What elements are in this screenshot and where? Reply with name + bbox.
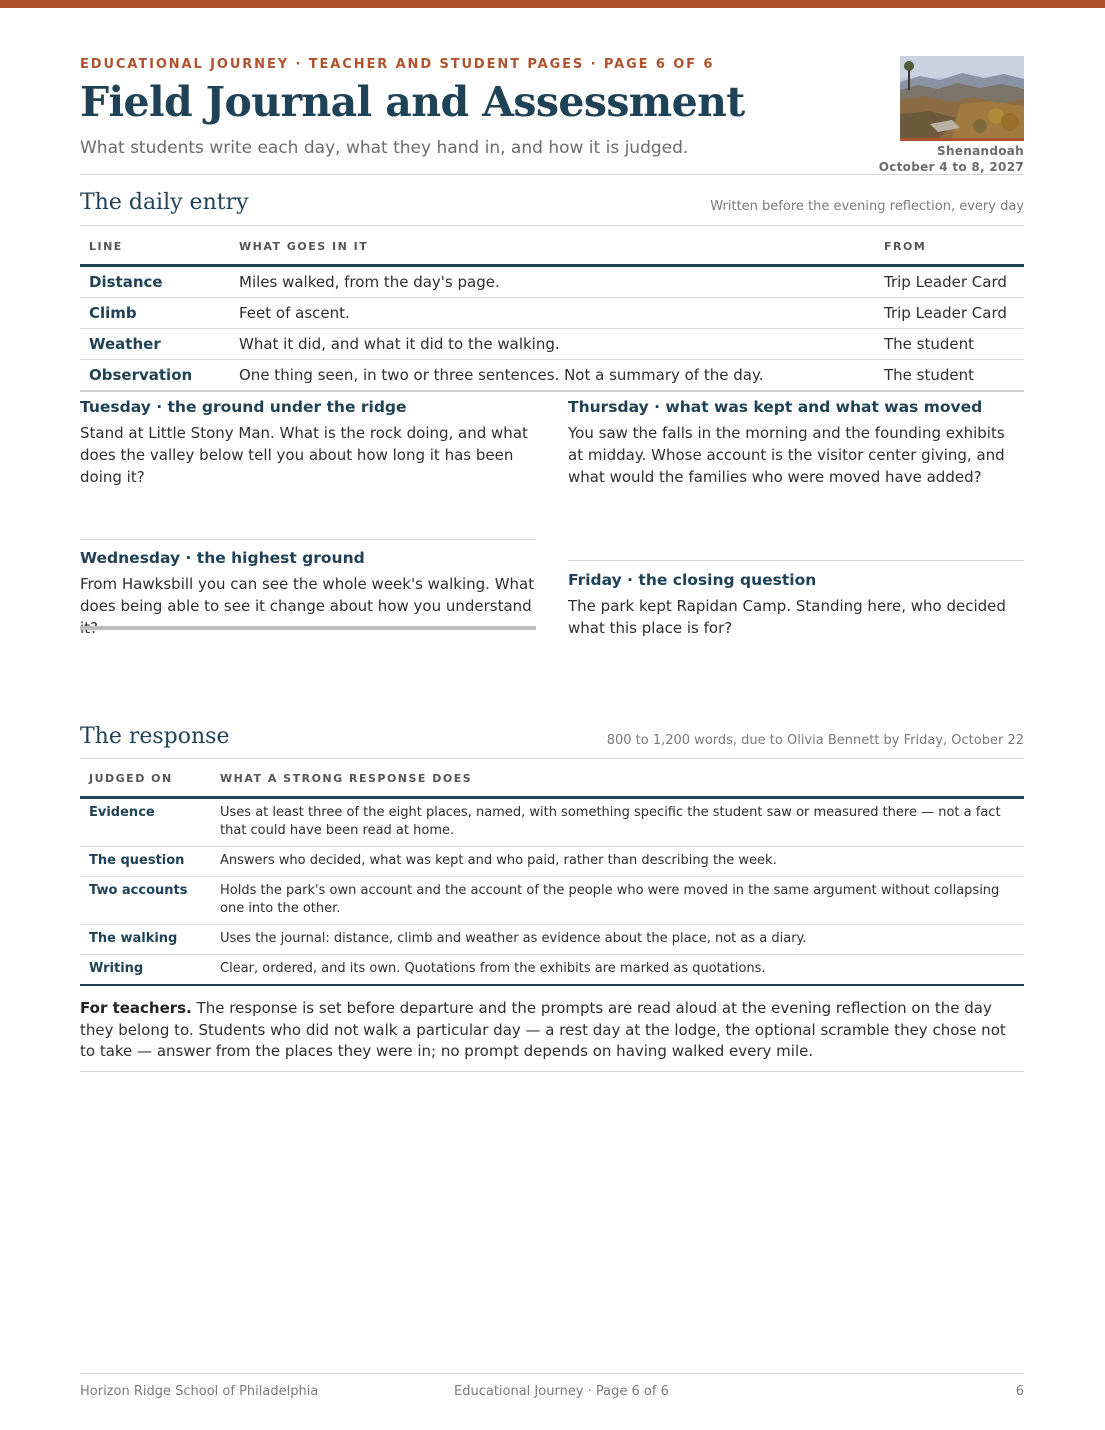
entry-line-source: The student xyxy=(875,360,1024,392)
entry-line-description: Feet of ascent. xyxy=(230,298,875,329)
table-row xyxy=(80,360,1024,392)
entry-line-label: Weather xyxy=(80,329,230,360)
divider xyxy=(568,560,1024,561)
criterion-label: Two accounts xyxy=(80,877,211,925)
criterion-description: Uses the journal: distance, climb and weather as evidence about the place, not as a diary. xyxy=(211,925,1024,955)
criterion-description: Uses at least three of the eight places, named, with something specific the student saw or measured there — not a fact that could have been read at home. xyxy=(211,798,1024,847)
criterion-label: Evidence xyxy=(80,798,211,847)
criterion-label: The walking xyxy=(80,925,211,955)
prompt-title: Friday · the closing question xyxy=(568,571,817,589)
divider xyxy=(80,1071,1024,1072)
entry-line-source: The student xyxy=(875,329,1024,360)
prompt-friday xyxy=(568,571,1024,639)
teacher-note xyxy=(80,998,1024,1063)
table-row xyxy=(80,266,1024,298)
criterion-label: Writing xyxy=(80,955,211,986)
table-row xyxy=(80,955,1024,986)
response-rubric-table xyxy=(80,760,1024,986)
page-subtitle: What students write each day, what they hand in, and how it is judged. xyxy=(80,138,689,158)
divider xyxy=(80,174,1024,175)
entry-line-label: Distance xyxy=(80,266,230,298)
prompt-thursday xyxy=(568,398,1024,488)
response-title: The response xyxy=(80,724,230,749)
criterion-label: The question xyxy=(80,847,211,877)
divider xyxy=(80,758,1024,759)
divider xyxy=(80,626,536,630)
column-header-from: FROM xyxy=(875,228,1024,266)
prompt-text: The park kept Rapidan Camp. Standing here, who decided what this place is for? xyxy=(568,597,1006,637)
footer-divider xyxy=(80,1373,1024,1374)
page-title: Field Journal and Assessment xyxy=(80,78,745,126)
entry-line-description: Miles walked, from the day's page. xyxy=(230,266,875,298)
column-header-judged-on: JUDGED ON xyxy=(80,760,211,798)
entry-line-description: One thing seen, in two or three sentences. Not a summary of the day. xyxy=(230,360,875,392)
divider xyxy=(80,225,1024,226)
daily-entry-table xyxy=(80,228,1024,392)
divider xyxy=(80,539,536,540)
table-row xyxy=(80,847,1024,877)
prompt-title: Wednesday · the highest ground xyxy=(80,549,365,567)
prompt-title: Tuesday · the ground under the ridge xyxy=(80,398,407,416)
table-row xyxy=(80,798,1024,847)
footer-center: Educational Journey · Page 6 of 6 xyxy=(454,1384,669,1399)
photo-caption xyxy=(879,143,1024,175)
top-accent-bar xyxy=(0,0,1105,8)
prompt-text: Stand at Little Stony Man. What is the rock doing, and what does the valley below tell you about how long it has been doing it? xyxy=(80,424,528,486)
daily-entry-note: Written before the evening reflection, every day xyxy=(710,199,1024,214)
entry-line-label: Climb xyxy=(80,298,230,329)
table-row xyxy=(80,877,1024,925)
entry-line-label: Observation xyxy=(80,360,230,392)
table-row xyxy=(80,298,1024,329)
criterion-description: Holds the park's own account and the account of the people who were moved in the same argument without collapsing one into the other. xyxy=(211,877,1024,925)
footer-school: Horizon Ridge School of Philadelphia xyxy=(80,1384,319,1399)
teacher-note-text: The response is set before departure and the prompts are read aloud at the evening reflection on the day they belong to. Students who did not walk a particular day — a rest day at the lodge, the optional scramble they chose not to take — answer from the places they were in; no prompt depends on having walked every mile. xyxy=(80,999,1006,1060)
photo-caption-place: Shenandoah xyxy=(937,144,1024,158)
table-row xyxy=(80,329,1024,360)
entry-line-description: What it did, and what it did to the walking. xyxy=(230,329,875,360)
column-header-what: WHAT GOES IN IT xyxy=(230,228,875,266)
photo-caption-dates: October 4 to 8, 2027 xyxy=(878,160,1024,174)
teacher-note-lead: For teachers. xyxy=(80,999,192,1017)
column-header-line: LINE xyxy=(80,228,230,266)
footer-page-number: 6 xyxy=(1015,1384,1024,1399)
prompt-tuesday xyxy=(80,398,536,488)
prompt-text: From Hawksbill you can see the whole week's walking. What does being able to see it change about how you understand it? xyxy=(80,575,535,637)
prompt-text: You saw the falls in the morning and the founding exhibits at midday. Whose account is the visitor center giving, and what would the families who were moved have added? xyxy=(568,424,1005,486)
criterion-description: Answers who decided, what was kept and who paid, rather than describing the week. xyxy=(211,847,1024,877)
eyebrow: EDUCATIONAL JOURNEY · TEACHER AND STUDENT PAGES · PAGE 6 OF 6 xyxy=(80,57,715,72)
daily-entry-title: The daily entry xyxy=(80,190,249,215)
criterion-description: Clear, ordered, and its own. Quotations from the exhibits are marked as quotations. xyxy=(211,955,1024,986)
table-row xyxy=(80,925,1024,955)
column-header-strong-response: WHAT A STRONG RESPONSE DOES xyxy=(211,760,1024,798)
entry-line-source: Trip Leader Card xyxy=(875,298,1024,329)
response-note: 800 to 1,200 words, due to Olivia Bennett by Friday, October 22 xyxy=(606,733,1024,748)
entry-line-source: Trip Leader Card xyxy=(875,266,1024,298)
shenandoah-photo xyxy=(900,56,1024,141)
prompt-title: Thursday · what was kept and what was moved xyxy=(568,398,983,416)
